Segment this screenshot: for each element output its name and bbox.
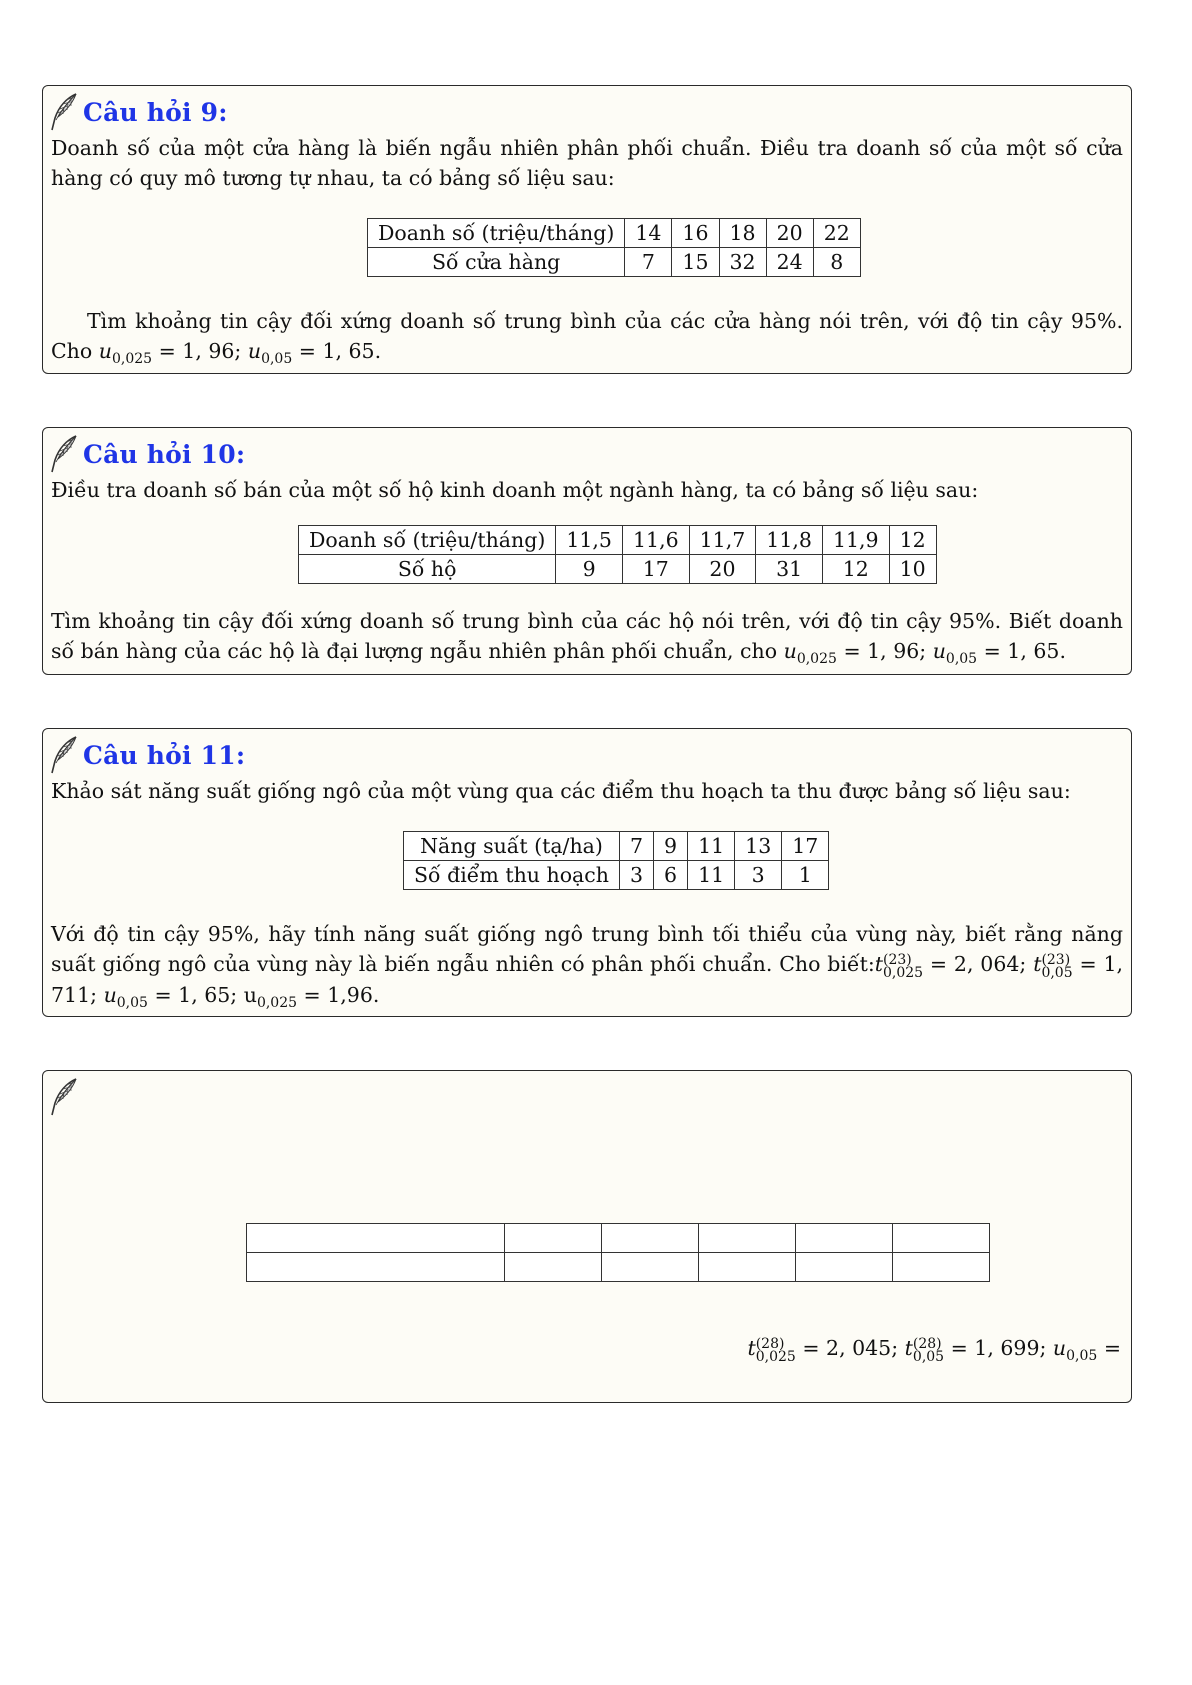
table-cell [796,1253,893,1282]
empty-data-table [246,1223,990,1282]
table-cell: 9 [654,832,688,861]
table-cell: 11,6 [622,526,689,555]
table-cell: 6 [654,861,688,890]
table-cell: 11,8 [756,526,823,555]
table-cell: 32 [719,248,766,277]
table-cell: 31 [756,555,823,584]
table-cell [893,1224,990,1253]
table-cell: 18 [719,219,766,248]
question-intro: Doanh số của một cửa hàng là biến ngẫu nhiên phân phối chuẩn. Điều tra doanh số của một số cửa hàng có quy mô tương tự nhau, ta có bảng số liệu sau: [51,136,1123,190]
question-intro: Khảo sát năng suất giống ngô của một vùng qua các điểm thu hoạch ta thu được bảng số liệu sau: [51,779,1071,803]
data-table [298,525,937,584]
table-row [404,832,829,861]
table-cell [796,1224,893,1253]
task-text: Với độ tin cậy 95%, hãy tính năng suất giống ngô trung bình tối thiểu của vùng này, biết rằng năng suất giống ngô của vùng này là biến ngẫu nhiên có phân phối chuẩn. Cho biết: [51,922,1123,976]
table-cell [247,1253,505,1282]
row-label: Doanh số (triệu/tháng) [368,219,625,248]
question-card-9 [42,85,1132,374]
table-cell: 12 [889,526,936,555]
table-cell: 8 [813,248,860,277]
question-header [49,1077,79,1117]
table-cell: 3 [735,861,782,890]
table-cell: 12 [822,555,889,584]
table-row [404,861,829,890]
row-label: Năng suất (tạ/ha) [404,832,620,861]
table-cell: 13 [735,832,782,861]
question-title: Câu hỏi 9: [83,97,228,127]
table-cell [893,1253,990,1282]
table-cell [247,1224,505,1253]
row-label: Số cửa hàng [368,248,625,277]
table-cell: 1 [782,861,829,890]
table-cell: 14 [625,219,672,248]
task-text: Tìm khoảng tin cậy đối xứng doanh số trung bình của các hộ nói trên, với độ tin cậy 95%. Biết doanh số bán hàng của các hộ là đại lượng ngẫu nhiên phân phối chuẩn, cho [51,609,1123,663]
table-row [368,219,861,248]
formula: t (28) 0,025 = 2, 045; t (28) 0,05 = 1, 699; $u_{0,05}$ = [747,1336,1121,1365]
quill-icon [49,434,79,474]
question-task [51,606,1123,674]
quill-icon [49,92,79,132]
table-cell: 9 [556,555,623,584]
question-header [49,92,228,132]
table-cell: 10 [889,555,936,584]
table-row [247,1224,990,1253]
question-intro: Điều tra doanh số bán của một số hộ kinh doanh một ngành hàng, ta có bảng số liệu sau: [51,478,979,502]
table-cell: 20 [766,219,813,248]
table-cell: 11,7 [689,526,756,555]
data-table [403,831,829,890]
table-cell [505,1253,602,1282]
table-cell [699,1253,796,1282]
quill-icon [49,735,79,775]
table-cell: 22 [813,219,860,248]
table-row [299,526,937,555]
table-cell: 11,9 [822,526,889,555]
table-cell: 11 [688,832,735,861]
table-cell: 7 [625,248,672,277]
table-cell: 7 [619,832,653,861]
question-card-10 [42,427,1132,675]
table-cell: 11,5 [556,526,623,555]
question-title: Câu hỏi 10: [83,439,246,469]
table-cell: 17 [622,555,689,584]
question-header [49,434,245,474]
row-label: Số điểm thu hoạch [404,861,620,890]
question-card-11 [42,728,1132,1017]
table-cell: 16 [672,219,719,248]
question-title: Câu hỏi 11: [83,740,246,770]
question-header [49,735,245,775]
question-card-12 [42,1070,1132,1403]
formula: t (23) 0,025 = 2, 064; t (23) 0,05 = 1, 711; $u_{0,05} = 1$, 65; $u_{0,025} = 1,96$. [51,952,1124,1012]
table-cell [602,1253,699,1282]
table-cell: 24 [766,248,813,277]
data-table [367,218,861,277]
row-label: Số hộ [299,555,556,584]
task-text: Tìm khoảng tin cậy đối xứng doanh số trung bình của các cửa hàng nói trên, với độ tin cậy 95%. Cho [51,309,1123,363]
row-label: Doanh số (triệu/tháng) [299,526,556,555]
table-cell [602,1224,699,1253]
quill-icon [49,1077,79,1117]
question-task [51,306,1123,374]
table-row [247,1253,990,1282]
question-task [51,919,1123,1018]
table-cell: 11 [688,861,735,890]
table-cell [699,1224,796,1253]
table-row [368,248,861,277]
table-cell: 15 [672,248,719,277]
table-row [299,555,937,584]
table-cell: 17 [782,832,829,861]
table-cell: 20 [689,555,756,584]
formula: $u_{0,025} = 1$, 96; $u_{0,05} = 1$, 65. [783,639,1066,668]
table-cell [505,1224,602,1253]
formula: $u_{0,025} = 1$, 96; $u_{0,05} = 1$, 65. [98,339,382,368]
table-cell: 3 [619,861,653,890]
